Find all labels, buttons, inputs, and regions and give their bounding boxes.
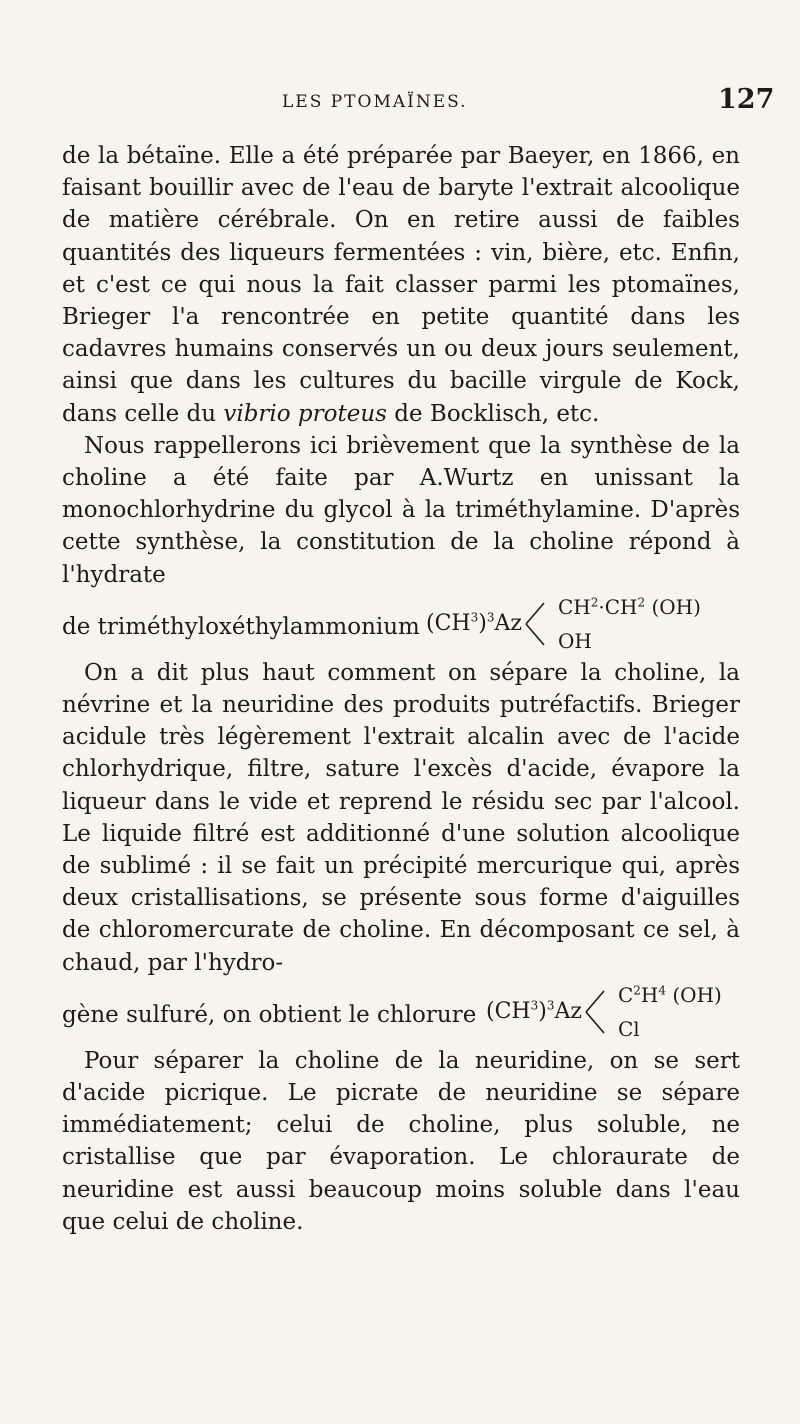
formula-choline-chloride (62, 983, 740, 1041)
species-name: vibrio proteus (223, 400, 387, 427)
running-title: LES PTOMAÏNES. (282, 92, 468, 112)
formula-1-base: $(CH^3)^3Az$ (426, 610, 522, 636)
formula-1-upper: $CH^2\cdot CH^2$ (OH) (557, 594, 701, 619)
formula-2-bond-lines (582, 983, 618, 1041)
formula-2-structure (486, 983, 722, 1041)
formula-choline-hydrate (62, 595, 740, 653)
formula-2-lead: gène sulfuré, on obtient le chlorure (62, 1001, 477, 1028)
formula-1-bond-lines (522, 595, 558, 653)
page-number: 127 (718, 84, 775, 115)
paragraph-2: Nous rappellerons ici brièvement que la synthèse de la choline a été faite par A.Wurtz en unissant la monochlorhydrine du glycol à la triméthylamine. D'après cette synthèse, la constitution de la choline répond à l'hydrate (62, 432, 740, 588)
body-text (62, 140, 740, 1238)
formula-2-base: $(CH^3)^3Az$ (486, 998, 582, 1024)
formula-2-upper: $C^2H^4$ (OH) (617, 982, 722, 1007)
formula-1-lead: de triméthyloxéthylammonium (62, 613, 420, 640)
paragraph-5: Pour séparer la choline de la neuridine, on se sert d'acide picrique. Le picrate de neuridine se sépare immédiatement; celui de choline, plus soluble, ne cristallise que par évaporation. Le chloraurate de neuridine est aussi beaucoup moins soluble dans l'eau que celui de choline. (62, 1047, 740, 1235)
formula-2-lower: Cl (617, 1016, 640, 1041)
formula-1-lower: OH (557, 628, 592, 653)
formula-1-branches (558, 595, 701, 653)
formula-1-structure (426, 595, 701, 653)
paragraph-1-tail: de Bocklisch, etc. (386, 400, 600, 427)
paragraph-3: On a dit plus haut comment on sépare la choline, la névrine et la neuridine des produits putréfactifs. Brieger acidule très légèrement l'extrait alcalin avec de l'acide chlorhydrique, filtre, sature l'excès d'acide, évapore la liqueur dans le vide et reprend le résidu sec par l'alcool. Le liquide filtré est additionné d'une solution alcoolique de sublimé : il se fait un précipité mercurique qui, après deux cristallisations, se présente sous forme d'aiguilles de chloromercurate de choline. En décomposant ce sel, à chaud, par l'hydro- (62, 659, 740, 976)
page-header (0, 84, 800, 124)
formula-2-branches (618, 983, 722, 1041)
paragraph-1 (62, 140, 740, 430)
paragraph-1-text: de la bétaïne. Elle a été préparée par Baeyer, en 1866, en faisant bouillir avec de l'eau de baryte l'extrait alcoolique de matière cérébrale. On en retire aussi de faibles quantités des liqueurs fermentées : vin, bière, etc. Enfin, et c'est ce qui nous la fait classer parmi les ptomaïnes, Brieger l'a rencontrée en petite quantité dans les cadavres humains conservés un ou deux jours seulement, ainsi que dans les cultures du bacille virgule de Kock, dans celle du (62, 143, 740, 427)
